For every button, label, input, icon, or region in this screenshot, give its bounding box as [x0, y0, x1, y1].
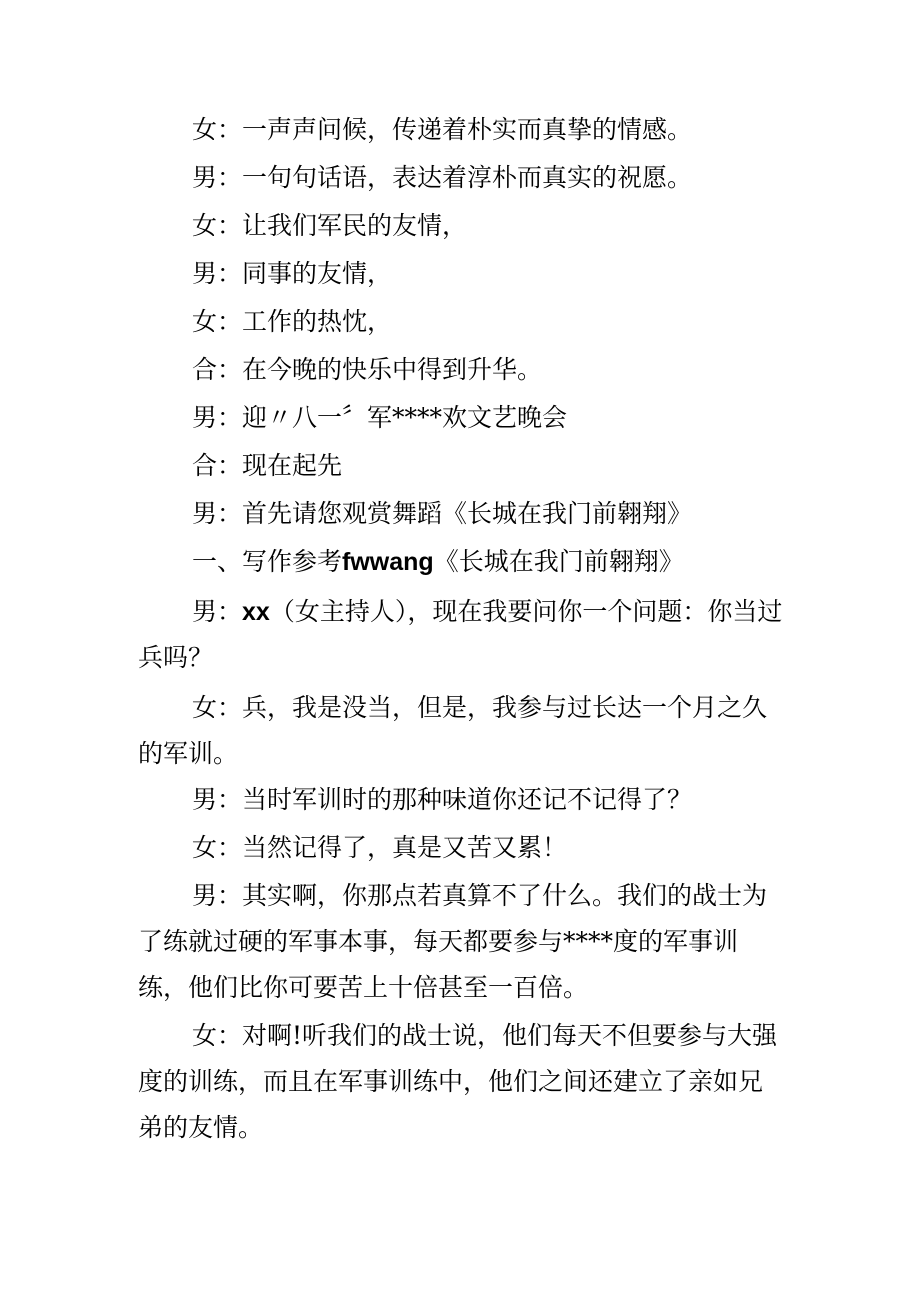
- speaker-prefix: 男：: [192, 597, 243, 626]
- dialogue-line: 女：工作的热忱，: [192, 307, 393, 336]
- dialogue-line: 男：首先请您观赏舞蹈《长城在我门前翱翔》: [192, 499, 693, 528]
- dialogue-text: （女主持人），现在我要问你一个问题：你当过兵吗？: [138, 597, 783, 672]
- dialogue-line: [138, 589, 784, 681]
- dialogue-line: 女：对啊!听我们的战士说，他们每天不但要参与大强度的训练，而且在军事训练中，他们之间还建立了亲如兄弟的友情。: [138, 1021, 778, 1142]
- dialogue-line: 男：其实啊，你那点若真算不了什么。我们的战士为了练就过硬的军事本事，每天都要参与****度的军事训练，他们比你可要苦上十倍甚至一百倍。: [138, 881, 768, 1002]
- dialogue-line: 合：现在起先: [192, 451, 343, 480]
- dialogue-line: 男：一句句话语，表达着淳朴而真实的祝愿。: [192, 163, 693, 192]
- section-suffix: 《长城在我门前翱翔》: [433, 547, 684, 576]
- section-prefix: 一、写作参考: [192, 547, 343, 576]
- host-name-placeholder: xx: [242, 598, 270, 626]
- dialogue-line: 女：当然记得了，真是又苦又累！: [192, 833, 568, 862]
- dialogue-line: 男：当时军训时的那种味道你还记不记得了？: [192, 785, 693, 814]
- dialogue-line: 男：同事的友情，: [192, 259, 393, 288]
- dialogue-line: 女：兵，我是没当，但是，我参与过长达一个月之久的军训。: [138, 693, 768, 768]
- dialogue-line: 女：一声声问候，传递着朴实而真挚的情感。: [192, 115, 693, 144]
- dialogue-line: 男：迎〃八一〞军****欢文艺晚会: [192, 403, 568, 432]
- section-heading: [138, 539, 784, 585]
- section-bold-text: fwwang: [342, 548, 434, 576]
- dialogue-line: 合：在今晚的快乐中得到升华。: [192, 355, 543, 384]
- dialogue-line: 女：让我们军民的友情，: [192, 211, 468, 240]
